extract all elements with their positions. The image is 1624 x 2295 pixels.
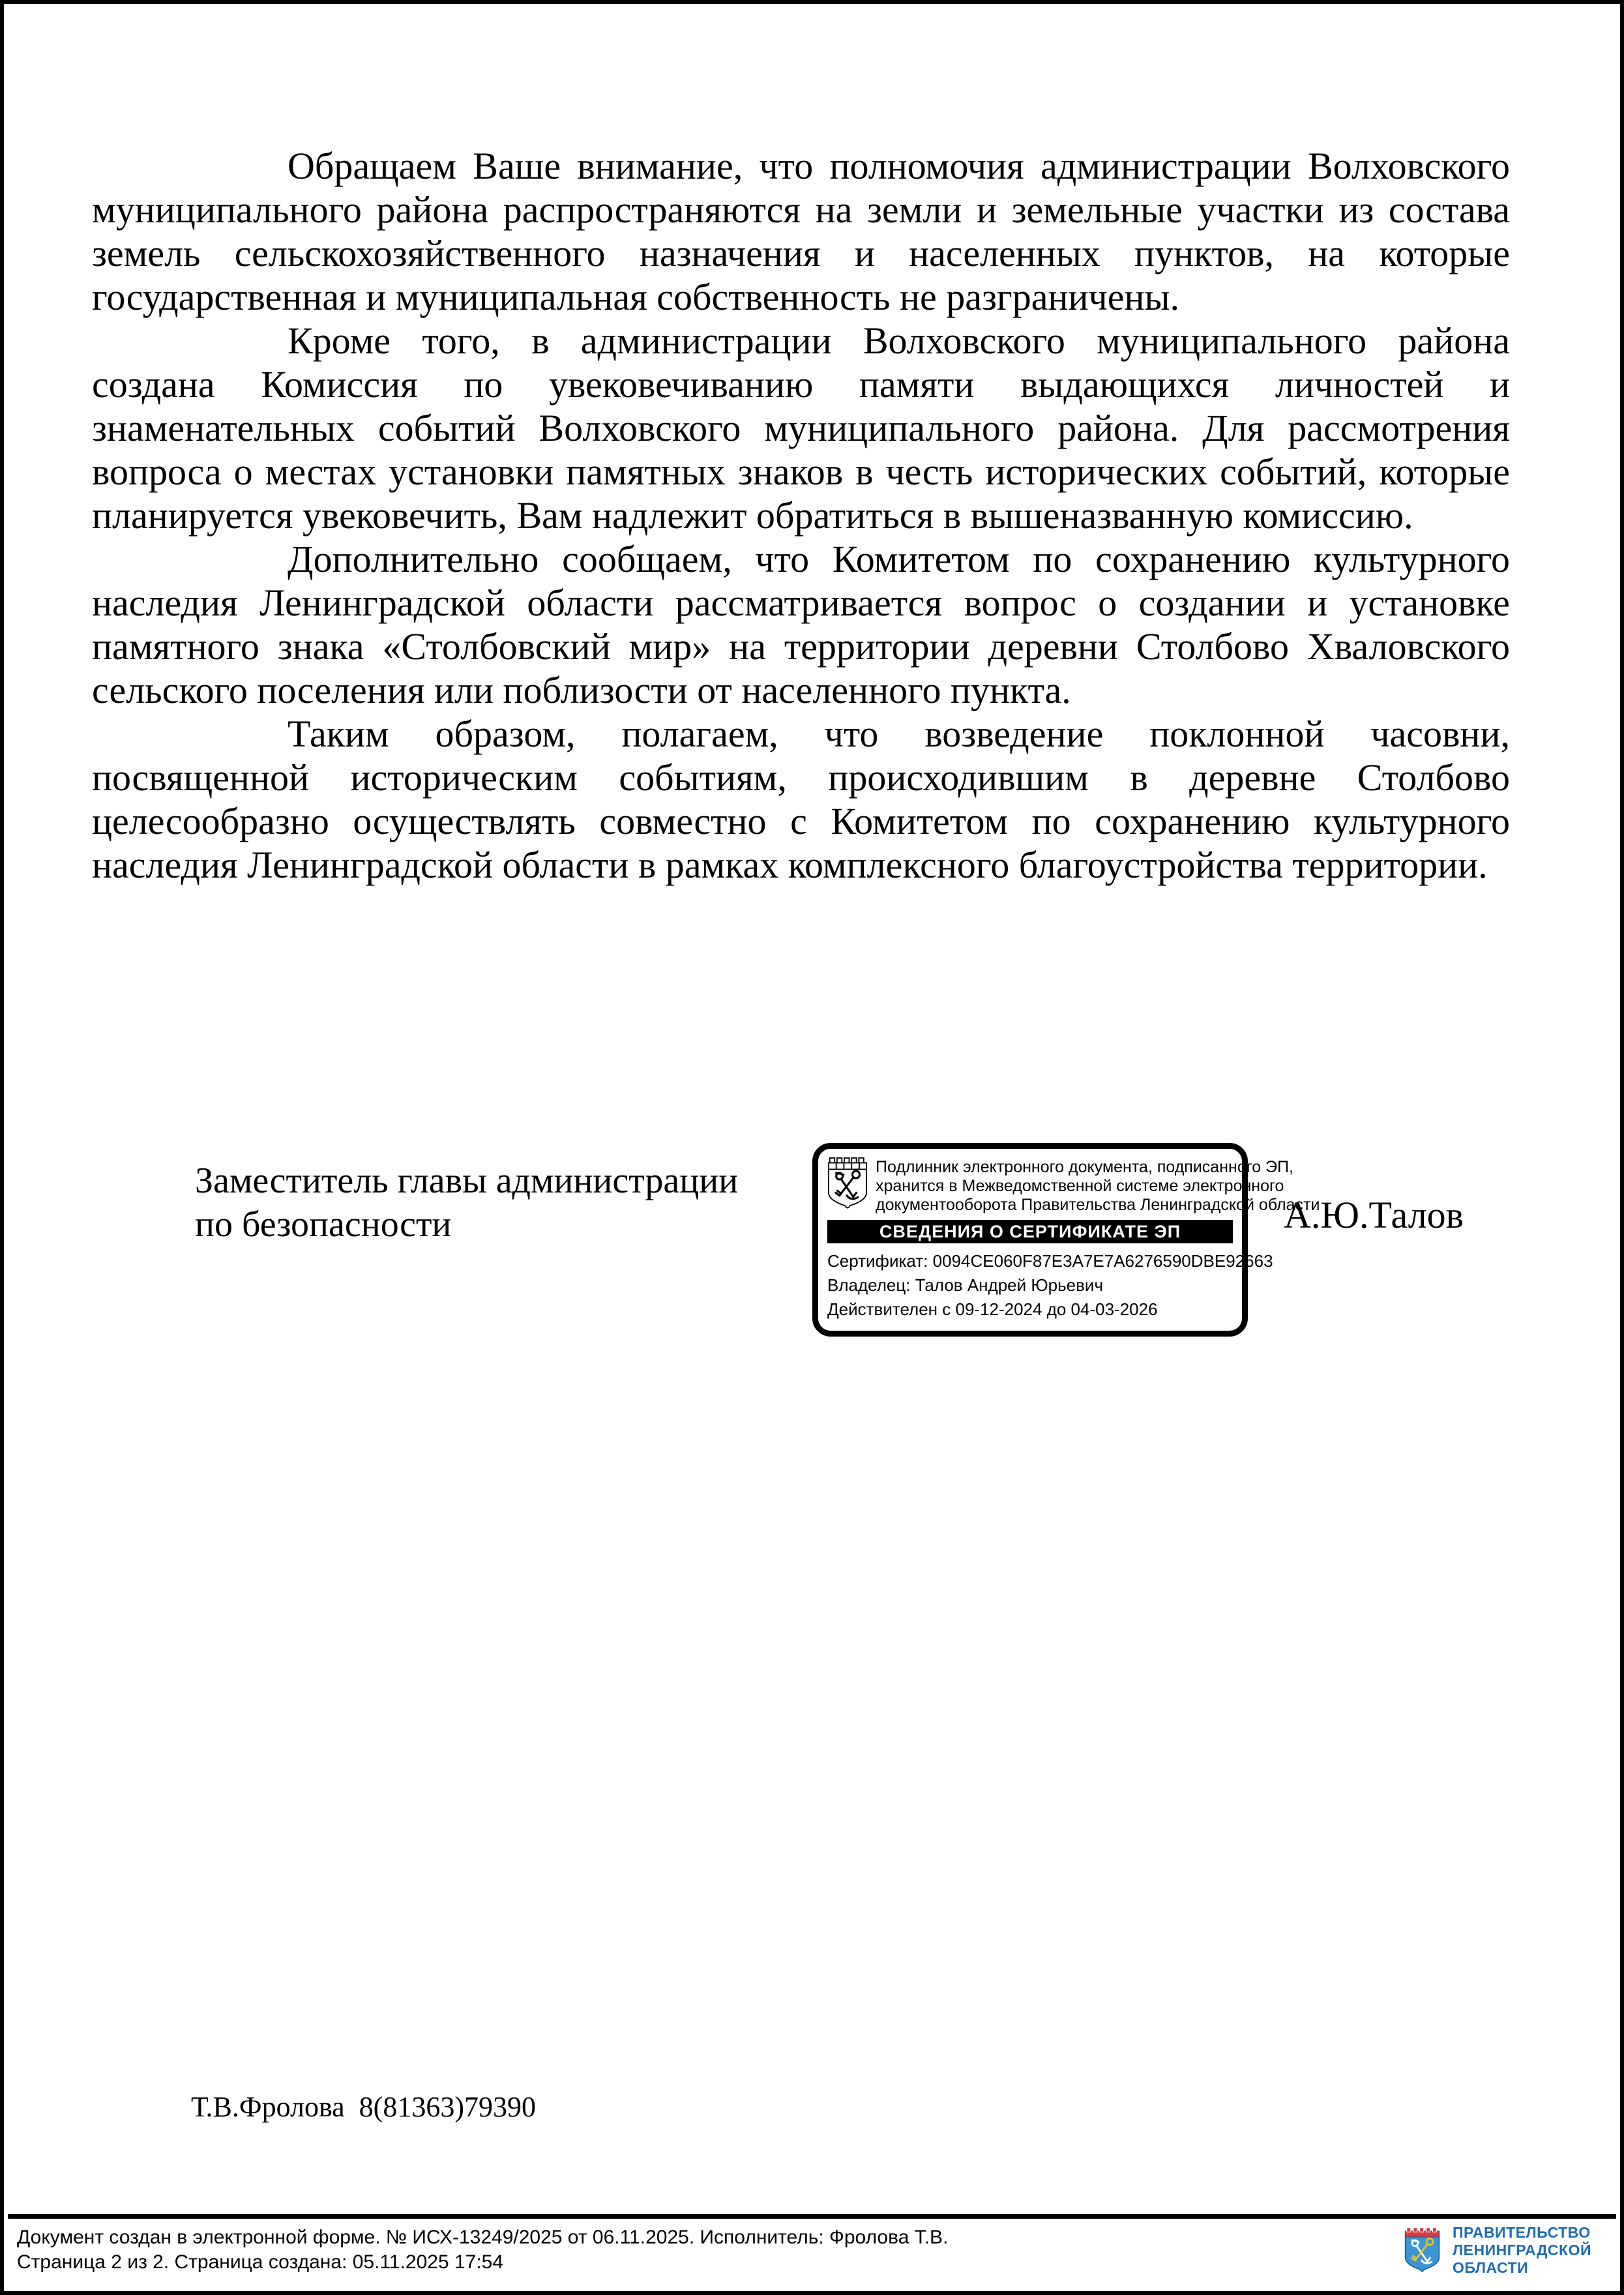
footer-line2: Страница 2 из 2. Страница создана: 05.11.2025 17:54 — [17, 2251, 504, 2273]
certificate-owner: Владелец: Талов Андрей Юрьевич — [827, 1275, 1103, 1295]
stamp-header — [827, 1157, 1320, 1215]
executor-contact: Т.В.Фролова 8(81363)79390 — [191, 2091, 536, 2123]
paragraph-3: Дополнительно сообщаем, что Комитетом по сохранению культурного наследия Ленинградской области рассматривается вопрос о создании и установке памятного знака «Столбовский мир» на территории деревни Столбово Хваловского сельского поселения или поблизости от населенного пункта. — [92, 538, 1510, 711]
paragraph-4: Таким образом, полагаем, что возведение поклонной часовни, посвященной историческим событиям, происходившим в деревне Столбово целесообразно осуществлять совместно с Комитетом по сохранению культурного наследия Ленинградской области в рамках комплексного благоустройства территории. — [92, 713, 1510, 886]
government-logo-text: ПРАВИТЕЛЬСТВО ЛЕНИНГРАДСКОЙ ОБЛАСТИ — [1452, 2224, 1591, 2276]
leningrad-region-coat-of-arms-icon — [1404, 2226, 1441, 2275]
certificate-details — [827, 1249, 1273, 1322]
stamp-header-text: Подлинник электронного документа, подписанного ЭП, хранится в Межведомственной системе электронного документооборота Правительства Ленинградской области — [876, 1158, 1320, 1214]
certificate-number: Сертификат: 0094CE060F87E3A7E7A6276590DBE92663 — [827, 1251, 1273, 1271]
signer-position-line1: Заместитель главы администрации — [195, 1161, 739, 1201]
leningrad-region-coat-of-arms-bw-icon — [827, 1157, 868, 1213]
footer-text — [8, 2219, 948, 2275]
paragraph-1: Обращаем Ваше внимание, что полномочия администрации Волховского муниципального района распространяются на земли и земельные участки из состава земель сельскохозяйственного назначения и населенных пунктов, на которые государственная и муниципальная собственность не разграничены. — [92, 145, 1510, 318]
footer-line1: Документ создан в электронной форме. № ИСХ-13249/2025 от 06.11.2025. Исполнитель: Фролова Т.В. — [17, 2227, 949, 2248]
system-footer — [8, 2214, 1616, 2287]
signer-position — [195, 1159, 834, 1247]
government-logo — [1404, 2219, 1616, 2277]
letter-body — [92, 144, 1510, 887]
certificate-info-header: СВЕДЕНИЯ О СЕРТИФИКАТЕ ЭП — [827, 1220, 1233, 1243]
paragraph-2: Кроме того, в администрации Волховского муниципального района создана Комиссия по увековечиванию памяти выдающихся личностей и знаменательных событий Волховского муниципального района. Для рассмотрения вопроса о местах установки памятных знаков в честь исторических событий, которые планируется увековечить, Вам надлежит обратиться в вышеназванную комиссию. — [92, 319, 1510, 537]
signer-position-line2: по безопасности — [195, 1204, 452, 1245]
electronic-signature-stamp — [812, 1143, 1320, 1337]
certificate-validity: Действителен с 09-12-2024 до 04-03-2026 — [827, 1299, 1158, 1319]
signer-name: А.Ю.Талов — [1284, 1194, 1464, 1236]
